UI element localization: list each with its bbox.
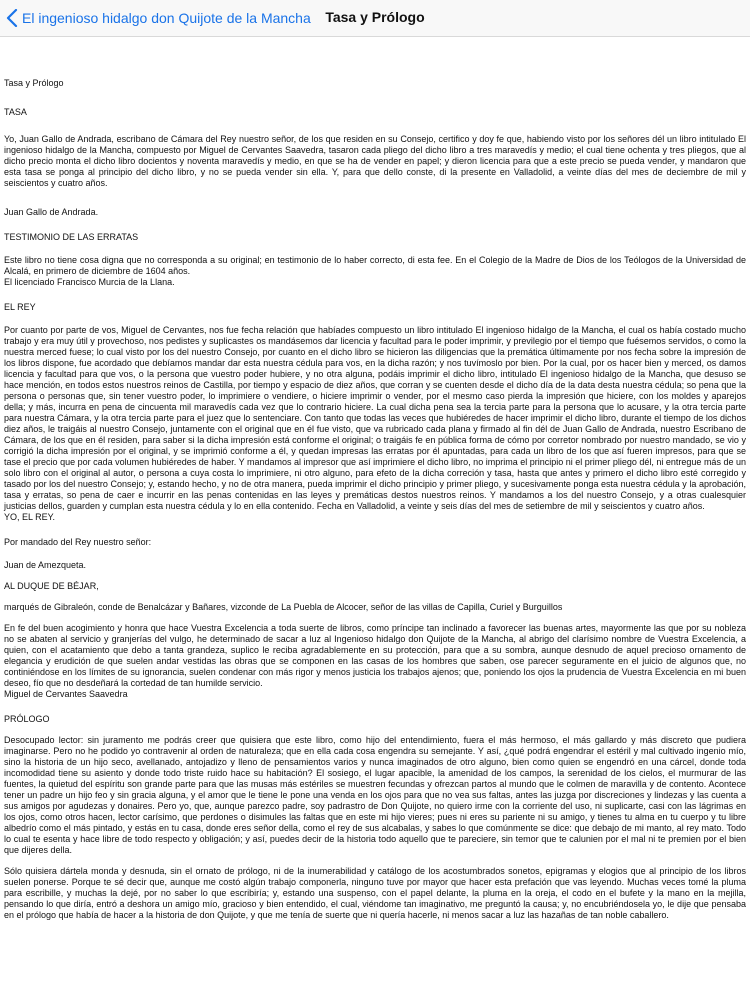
erratas-paragraph: Este libro no tiene cosa digna que no corresponda a su original; en testimonio de lo haber correcto, di esta fee. En el Colegio de la Madre de Dios de los Teólogos de la Universidad de Alcalá, en primero de diciembre de 1604 años.	[4, 255, 746, 276]
document-body	[4, 78, 746, 921]
navigation-bar	[0, 0, 750, 37]
rey-signature: YO, EL REY.	[4, 512, 56, 522]
prologo-heading: PRÓLOGO	[4, 714, 50, 724]
tasa-signature: Juan Gallo de Andrada.	[4, 207, 99, 217]
duque-heading: AL DUQUE DE BÉJAR,	[4, 581, 99, 591]
rey-heading: EL REY	[4, 302, 36, 312]
rey-paragraph: Por cuanto por parte de vos, Miguel de Cervantes, nos fue fecha relación que habíades compuesto un libro intitulado El ingenioso hidalgo de la Mancha, el cual os había costado mucho trabajo y era muy útil y provechoso, nos pedistes y suplicastes os mandásemos dar licencia y facultad para le poder imprimir, y previlegio por el tiempo que fuésemos servidos, o como la nuestra merced fuese; lo cual visto por los del nuestro Consejo, por cuanto en el dicho libro se hicieron las diligencias que la premática últimamente por nos fecha sobre la impresión de los libros dispone, fue acordado que debíamos mandar dar esta nuestra cédula para vos, en la dicha razón; y nos tuvímoslo por bien. Por la cual, por os hacer bien y merced, os damos licencia y facultad para que vos, o la persona que vuestro poder hubiere, y no otra alguna, podáis imprimir el dicho libro, intitulado El ingenioso hidalgo de la Mancha, que desuso se hace mención, en todos estos nuestros reinos de Castilla, por tiempo y espacio de diez años, que corran y se cuenten desde el dicho día de la data desta nuestra cédula; so pena que la persona o personas que, sin tener vuestro poder, lo imprimiere o vendiere, o hiciere imprimir o vender, por el mesmo caso pierda la impresión que hiciere, con los moldes y aparejos della; y más, incurra en pena de cincuenta mil maravedís cada vez que lo contrario hiciere. La cual dicha pena sea la tercia parte para la persona que lo acusare, y la otra tercia parte para nuestra Cámara, y la otra tercia parte para el juez que lo sentenciare. Con tanto que todas las veces que hubiéredes de hacer imprimir el dicho libro, durante el tiempo de los dichos diez años, le traigáis al nuestro Consejo, juntamente con el original que en él fue visto, que va rubricado cada plana y firmado al fin dél de Juan Gallo de Andrada, nuestro Escribano de Cámara, de los que en él residen, para saber si la dicha impresión está conforme el original; o traigáis fe en pública forma de cómo por corretor nombrado por nuestro mandado, se vio y corrigió la dicha impresión por el original, y se imprimió conforme a él, y quedan impresas las erratas por él apuntadas, para cada un libro de los que así fueren impresos, para que se tase el precio que por cada volumen hubiéredes de haber. Y mandamos al impresor que así imprimiere el dicho libro, no imprima el principio ni el primer pliego dél, ni entregue más de un solo libro con el original al autor, o persona a cuya costa lo imprimiere, ni otro alguno, para efeto de la dicha correción y tasa, hasta que antes y primero el dicho libro esté corregido y tasado por los del nuestro Consejo; y, estando hecho, y no de otra manera, pueda imprimir el dicho principio y primer pliego, y sucesivamente ponga esta nuestra cédula y la aprobación, tasa y erratas, so pena de caer e incurrir en las penas contenidas en las leyes y premáticas destos nuestros reinos. Y mandamos a los del nuestro Consejo, y a otras cualesquier justicias dellos, guarden y cumplan esta nuestra cédula y lo en ella contenido. Fecha en Valladolid, a veinte y seis días del mes de setiembre de mil y seiscientos y cuatro años.	[4, 325, 746, 511]
tasa-paragraph: Yo, Juan Gallo de Andrada, escribano de Cámara del Rey nuestro señor, de los que residen en su Consejo, certifico y doy fe que, habiendo visto por los señores dél un libro intitulado El ingenioso hidalgo de la Mancha, compuesto por Miguel de Cervantes Saavedra, tasaron cada pliego del dicho libro a tres maravedís y medio; el cual tiene ochenta y tres pliegos, que al dicho precio monta el dicho libro docientos y noventa maravedís y medio, en que se ha de vender en papel; y dieron licencia para que a este precio se pueda vender, y mandaron que esta tasa se ponga al principio del dicho libro, y no se pueda vender sin ella. Y, para que dello conste, di la presente en Valladolid, a veinte días del mes de deciembre de mil y seiscientos y cuatro años.	[4, 134, 746, 188]
erratas-heading: TESTIMONIO DE LAS ERRATAS	[4, 232, 139, 242]
nav-title: Tasa y Prólogo	[325, 9, 425, 25]
tasa-heading: TASA	[4, 107, 27, 117]
back-button-label: El ingenioso hidalgo don Quijote de la Mancha	[22, 10, 311, 26]
duque-signature: Miguel de Cervantes Saavedra	[4, 689, 128, 699]
duque-paragraph: En fe del buen acogimiento y honra que hace Vuestra Excelencia a toda suerte de libros, como príncipe tan inclinado a favorecer las buenas artes, mayormente las que por su nobleza no se abaten al servicio y granjerías del vulgo, he determinado de sacar a luz al Ingenioso hidalgo don Quijote de la Mancha, al abrigo del clarísimo nombre de Vuestra Excelencia, a quien, con el acatamiento que debo a tanta grandeza, suplico le reciba agradablemente en su protección, para que a su sombra, aunque desnudo de aquel precioso ornamento de elegancia y erudición de que suelen andar vestidas las obras que se componen en las casas de los hombres que saben, ose parecer seguramente en el juicio de algunos que, no continiéndose en los límites de su ignorancia, suelen condenar con más rigor y menos justicia los trabajos ajenos; que, poniendo los ojos la prudencia de Vuestra Excelencia en mi buen deseo, fío que no desdeñará la cortedad de tan humilde servicio.	[4, 623, 746, 688]
mandado-signature: Juan de Amezqueta.	[4, 560, 87, 570]
document-title: Tasa y Prólogo	[4, 78, 64, 88]
mandado-text: Por mandado del Rey nuestro señor:	[4, 537, 152, 547]
erratas-signature: El licenciado Francisco Murcia de la Llana.	[4, 277, 175, 287]
prologo-paragraph-1: Desocupado lector: sin juramento me podrás creer que quisiera que este libro, como hijo del entendimiento, fuera el más hermoso, el más gallardo y más discreto que pudiera imaginarse. Pero no he podido yo contravenir al orden de naturaleza; que en ella cada cosa engendra su semejante. Y así, ¿qué podrá engendrar el estéril y mal cultivado ingenio mío, sino la historia de un hijo seco, avellanado, antojadizo y lleno de pensamientos varios y nunca imaginados de otro alguno, bien como quien se engendró en una cárcel, donde toda incomodidad tiene su asiento y donde todo triste ruido hace su habitación? El sosiego, el lugar apacible, la amenidad de los campos, la serenidad de los cielos, el murmurar de las fuentes, la quietud del espíritu son grande parte para que las musas más estériles se muestren fecundas y ofrezcan partos al mundo que le colmen de maravilla y de contento. Acontece tener un padre un hijo feo y sin gracia alguna, y el amor que le tiene le pone una venda en los ojos para que no vea sus faltas, antes las juzga por discreciones y lindezas y las cuenta a sus amigos por agudezas y donaires. Pero yo, que, aunque parezco padre, soy padrastro de Don Quijote, no quiero irme con la corriente del uso, ni suplicarte, casi con las lágrimas en los ojos, como otros hacen, lector carísimo, que perdones o disimules las faltas que en este mi hijo vieres; pues ni eres su pariente ni su amigo, y tienes tu alma en tu cuerpo y tu libre albedrío como el más pintado, y estás en tu casa, donde eres señor della, como el rey de sus alcabalas, y sabes lo que comúnmente se dice: que debajo de mi manto, al rey mato. Todo lo cual te esenta y hace libre de todo respecto y obligación; y así, puedes decir de la historia todo aquello que te pareciere, sin temor que te calunien por el mal ni te premien por el bien que dijeres della.	[4, 735, 746, 855]
prologo-paragraph-2: Sólo quisiera dártela monda y desnuda, sin el ornato de prólogo, ni de la inumerabilidad y catálogo de los acostumbrados sonetos, epigramas y elogios que al principio de los libros suelen ponerse. Porque te sé decir que, aunque me costó algún trabajo componerla, ninguno tuve por mayor que hacer esta prefación que vas leyendo. Muchas veces tomé la pluma para escribille, y muchas la dejé, por no saber lo que escribiría; y, estando una suspenso, con el papel delante, la pluma en la oreja, el codo en el bufete y la mano en la mejilla, pensando lo que diría, entró a deshora un amigo mío, gracioso y bien entendido, el cual, viéndome tan imaginativo, me preguntó la causa; y, no encubriéndosela yo, le dije que pensaba en el prólogo que había de hacer a la historia de don Quijote, y que me tenía de suerte que ni quería hacerle, ni menos sacar a luz las hazañas de tan noble caballero.	[4, 866, 746, 920]
duque-titles: marqués de Gibraleón, conde de Benalcázar y Bañares, vizconde de La Puebla de Alcocer, señor de las villas de Capilla, Curiel y Burguillos	[4, 602, 563, 612]
